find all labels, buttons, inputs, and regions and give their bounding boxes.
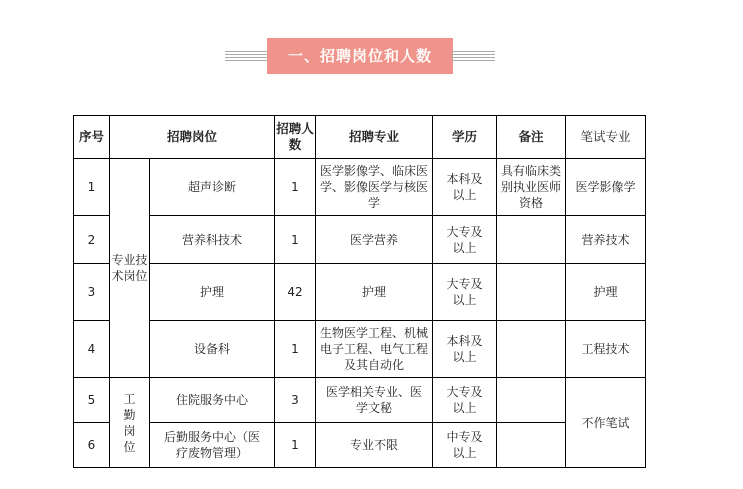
header-count: 招聘人数 (275, 116, 316, 159)
row-education: 中专及以上 (433, 423, 497, 468)
category-professional: 专业技术岗位 (110, 159, 150, 378)
table-row (74, 159, 646, 216)
row-education: 大专及以上 (433, 264, 497, 321)
row-count: 1 (275, 159, 316, 216)
row-seq: 5 (74, 378, 110, 423)
row-major: 专业不限 (316, 423, 433, 468)
row-seq: 6 (74, 423, 110, 468)
category-worker: 工勤岗位 (110, 378, 150, 468)
row-position: 住院服务中心 (150, 378, 275, 423)
row-count: 1 (275, 321, 316, 378)
row-major: 生物医学工程、机械电子工程、电气工程及其自动化 (316, 321, 433, 378)
row-count: 1 (275, 216, 316, 264)
row-remark (497, 423, 566, 468)
row-exam-major: 不作笔试 (566, 378, 646, 468)
row-remark (497, 321, 566, 378)
section-title-banner (225, 38, 495, 74)
row-remark: 具有临床类别执业医师资格 (497, 159, 566, 216)
row-seq: 3 (74, 264, 110, 321)
header-education: 学历 (433, 116, 497, 159)
row-remark (497, 378, 566, 423)
row-major: 医学影像学、临床医学、影像医学与核医学 (316, 159, 433, 216)
row-seq: 2 (74, 216, 110, 264)
table-row (74, 321, 646, 378)
row-seq: 1 (74, 159, 110, 216)
row-exam-major: 医学影像学 (566, 159, 646, 216)
table-row (74, 378, 646, 423)
row-major: 医学相关专业、医学文秘 (316, 378, 433, 423)
row-seq: 4 (74, 321, 110, 378)
row-major: 护理 (316, 264, 433, 321)
row-count: 1 (275, 423, 316, 468)
row-education: 大专及以上 (433, 378, 497, 423)
row-count: 42 (275, 264, 316, 321)
row-position: 护理 (150, 264, 275, 321)
decorative-stripes-left (225, 51, 269, 61)
row-exam-major: 营养技术 (566, 216, 646, 264)
row-position: 营养科技术 (150, 216, 275, 264)
header-exam-major: 笔试专业 (566, 116, 646, 159)
recruitment-table (73, 115, 646, 468)
row-remark (497, 216, 566, 264)
row-major: 医学营养 (316, 216, 433, 264)
row-position: 超声诊断 (150, 159, 275, 216)
section-title: 一、招聘岗位和人数 (267, 38, 453, 74)
row-education: 本科及以上 (433, 321, 497, 378)
table-row (74, 264, 646, 321)
row-exam-major: 工程技术 (566, 321, 646, 378)
row-remark (497, 264, 566, 321)
header-position: 招聘岗位 (110, 116, 275, 159)
table-row (74, 423, 646, 468)
header-remark: 备注 (497, 116, 566, 159)
decorative-stripes-right (451, 51, 495, 61)
row-education: 本科及以上 (433, 159, 497, 216)
row-position: 设备科 (150, 321, 275, 378)
table-row (74, 216, 646, 264)
row-education: 大专及以上 (433, 216, 497, 264)
row-position: 后勤服务中心（医疗废物管理） (150, 423, 275, 468)
header-row (74, 116, 646, 159)
header-major: 招聘专业 (316, 116, 433, 159)
row-count: 3 (275, 378, 316, 423)
row-exam-major: 护理 (566, 264, 646, 321)
header-seq: 序号 (74, 116, 110, 159)
